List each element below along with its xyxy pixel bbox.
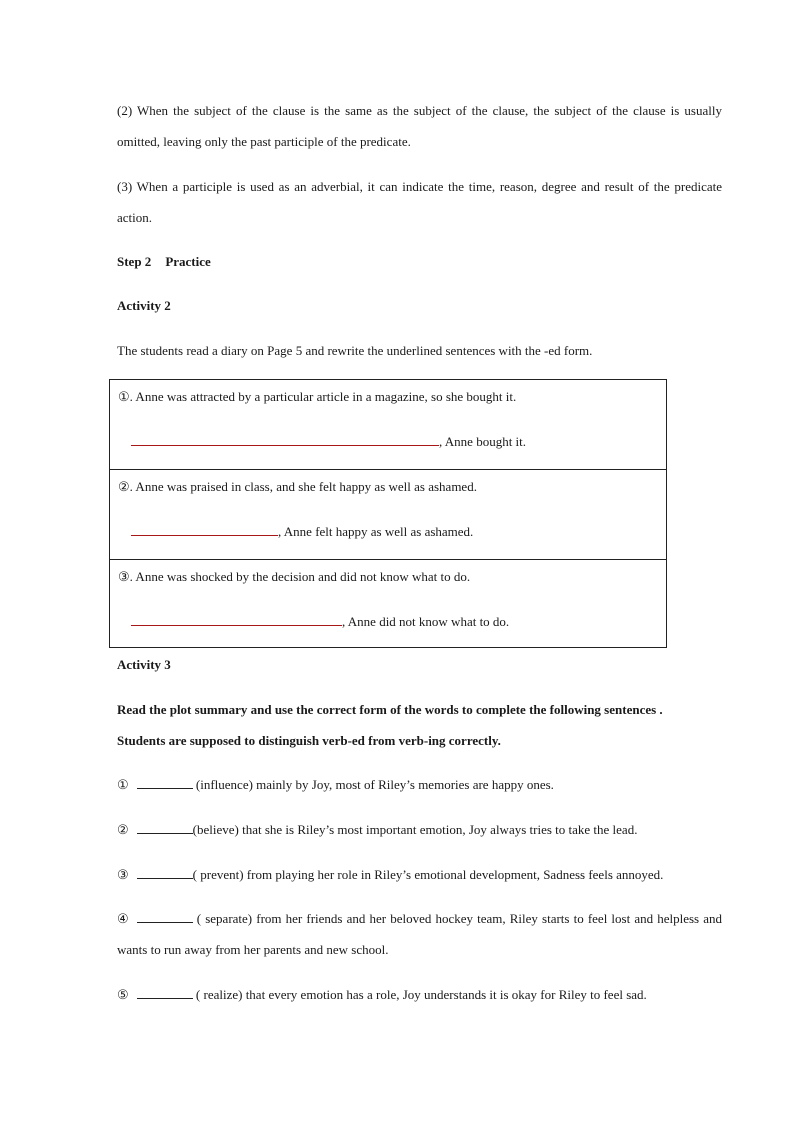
- activity2-instruction: The students read a diary on Page 5 and rewrite the underlined sentences with the -ed form.: [117, 343, 593, 358]
- answer-blank[interactable]: [131, 432, 439, 446]
- list-item: [117, 903, 722, 965]
- list-item: [117, 776, 554, 794]
- answer-blank[interactable]: [131, 522, 278, 536]
- answer-line: [131, 612, 509, 631]
- answer-line: [131, 432, 526, 451]
- answer-tail: , Anne did not know what to do.: [342, 614, 510, 629]
- item-number: ①: [117, 777, 129, 792]
- item-text: ( separate) from her friends and her beloved hockey team, Riley starts to feel lost and helpless and wants to run away from her parents and new school.: [117, 911, 722, 957]
- step2-title: Practice: [165, 254, 211, 269]
- grammar-note-3: (3) When a participle is used as an adverbial, it can indicate the time, reason, degree and result of the predicate action.: [117, 179, 722, 225]
- fill-blank[interactable]: [137, 986, 193, 999]
- item-text: ( realize) that every emotion has a role, Joy understands it is okay for Riley to feel sad.: [192, 987, 647, 1002]
- table-row: [110, 559, 666, 648]
- activity3-instruction-1: Read the plot summary and use the correct form of the words to complete the following sentences .: [117, 702, 663, 717]
- table-row: [110, 380, 666, 470]
- step2-label: Step 2: [117, 254, 152, 269]
- question-text: ②. Anne was praised in class, and she felt happy as well as ashamed.: [118, 479, 477, 494]
- item-number: ⑤: [117, 987, 129, 1002]
- fill-blank[interactable]: [137, 866, 193, 879]
- item-number: ③: [117, 867, 129, 882]
- list-item: [117, 986, 647, 1004]
- item-text: ( prevent) from playing her role in Riley’s emotional development, Sadness feels annoyed.: [192, 867, 664, 882]
- answer-tail: , Anne felt happy as well as ashamed.: [278, 524, 474, 539]
- activity3-title: Activity 3: [117, 657, 171, 672]
- answer-blank[interactable]: [131, 612, 342, 626]
- item-text: (influence) mainly by Joy, most of Riley’s memories are happy ones.: [192, 777, 554, 792]
- list-item: [117, 821, 637, 839]
- item-number: ④: [117, 911, 129, 926]
- question-text: ③. Anne was shocked by the decision and did not know what to do.: [118, 569, 471, 584]
- item-number: ②: [117, 822, 129, 837]
- activity2-title: Activity 2: [117, 298, 171, 313]
- fill-blank[interactable]: [137, 821, 193, 834]
- activity3-instruction-2: Students are supposed to distinguish verb-ed from verb-ing correctly.: [117, 733, 501, 748]
- answer-tail: , Anne bought it.: [439, 434, 527, 449]
- fill-blank[interactable]: [137, 776, 193, 789]
- list-item: [117, 866, 663, 884]
- activity2-table: [109, 379, 667, 648]
- step2-heading: [117, 253, 211, 271]
- item-text: (believe) that she is Riley’s most important emotion, Joy always tries to take the lead.: [192, 822, 638, 837]
- table-row: [110, 469, 666, 559]
- fill-blank[interactable]: [137, 910, 193, 923]
- answer-line: [131, 522, 473, 541]
- question-text: ①. Anne was attracted by a particular article in a magazine, so she bought it.: [118, 389, 517, 404]
- grammar-note-2: (2) When the subject of the clause is the same as the subject of the clause, the subject of the clause is usually omitted, leaving only the past participle of the predicate.: [117, 103, 722, 149]
